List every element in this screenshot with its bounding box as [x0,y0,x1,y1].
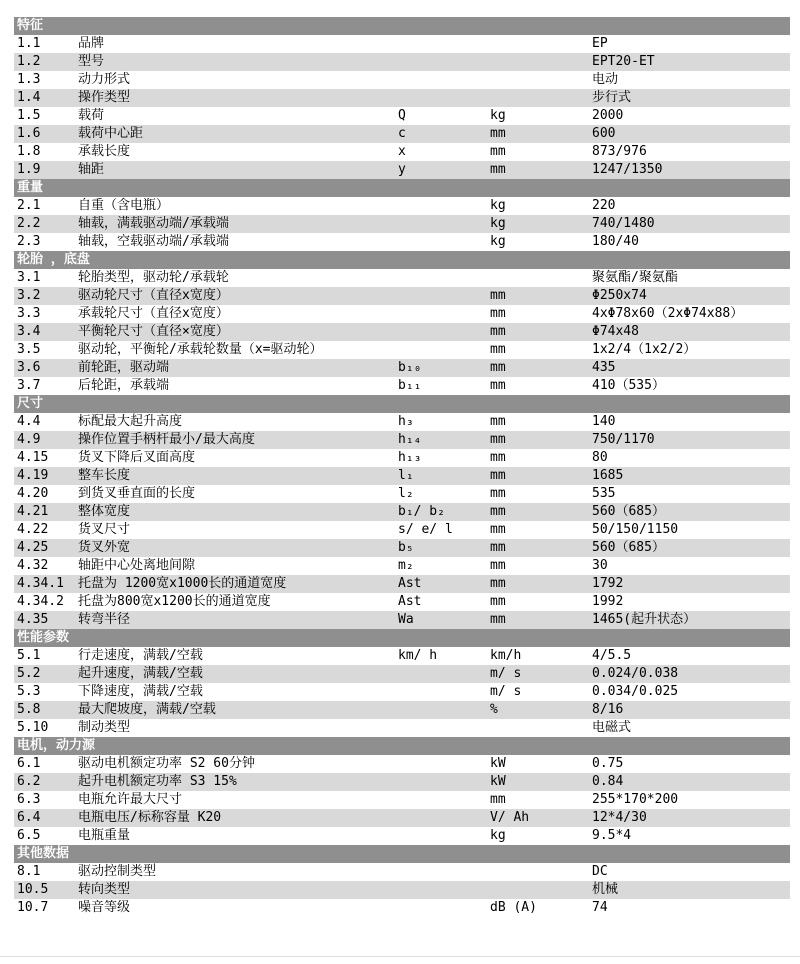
row-number: 1.8 [17,144,41,159]
row-unit: mm [490,486,506,501]
spec-row [14,611,790,629]
row-label: 驱动控制类型 [78,864,157,879]
row-symbol [398,233,490,251]
spec-row [14,215,790,233]
row-unit: m/ s [490,684,522,699]
row-value: 4xΦ78x60（2xΦ74x88） [592,306,744,321]
row-value: 220 [592,198,616,213]
row-unit: m/ s [490,666,522,681]
row-symbol: h₁₃ [398,450,422,465]
spec-row [14,377,790,395]
row-value: 0.024/0.038 [592,666,679,681]
row-unit: mm [490,450,506,465]
row-symbol: Ast [398,576,422,591]
row-unit [490,269,592,287]
row-number: 6.5 [17,828,41,843]
spec-row [14,557,790,575]
row-symbol [398,341,490,359]
row-number: 2.1 [17,198,41,213]
spec-row [14,485,790,503]
row-symbol: Ast [398,594,422,609]
row-symbol [398,197,490,215]
row-value: 0.034/0.025 [592,684,679,699]
row-unit: V/ Ah [490,810,530,825]
row-unit: kg [490,216,506,231]
row-symbol: Q [398,108,406,123]
row-number: 3.2 [17,288,41,303]
row-label: 转弯半径 [78,612,131,627]
row-number: 4.34.2 [17,594,64,609]
row-label: 货叉下降后叉面高度 [78,450,196,465]
spec-row [14,809,790,827]
row-number: 8.1 [17,864,41,879]
row-number: 3.7 [17,378,41,393]
row-label: 轴距中心处离地间隙 [78,558,196,573]
row-number: 1.2 [17,54,41,69]
row-unit: dB (A) [490,900,537,915]
row-label: 整车长度 [78,468,131,483]
row-number: 10.7 [17,900,49,915]
row-number: 6.3 [17,792,41,807]
row-number: 1.4 [17,90,41,105]
row-unit: kW [490,774,506,789]
row-symbol [398,269,490,287]
row-number: 1.5 [17,108,41,123]
row-symbol: c [398,126,406,141]
row-label: 驱动轮，平衡轮/承载轮数量（x=驱动轮） [78,342,323,357]
row-unit: mm [490,306,506,321]
row-value: 410（535） [592,378,665,393]
row-label: 承载长度 [78,144,131,159]
row-value: 1247/1350 [592,162,663,177]
row-unit: mm [490,792,506,807]
row-number: 4.15 [17,450,49,465]
row-value: 560（685） [592,504,665,519]
spec-row [14,35,790,53]
row-unit [490,35,592,53]
spec-row [14,683,790,701]
spec-row [14,287,790,305]
row-label: 平衡轮尺寸（直径×宽度） [78,324,229,339]
row-number: 5.3 [17,684,41,699]
row-symbol: b₁/ b₂ [398,504,445,519]
row-number: 10.5 [17,882,49,897]
row-symbol [398,665,490,683]
row-unit [490,863,592,881]
row-unit: % [490,702,498,717]
row-number: 4.25 [17,540,49,555]
row-unit: kg [490,198,506,213]
row-symbol [398,827,490,845]
spec-row [14,773,790,791]
row-number: 4.21 [17,504,49,519]
row-symbol [398,71,490,89]
row-unit: mm [490,576,506,591]
row-label: 承载轮尺寸（直径x宽度） [78,306,229,321]
row-symbol: m₂ [398,558,414,573]
row-number: 5.2 [17,666,41,681]
row-value: EPT20-ET [592,54,655,69]
spec-row [14,125,790,143]
row-label: 自重（含电瓶） [78,198,170,213]
row-value: 1x2/4（1x2/2） [592,342,697,357]
row-number: 4.34.1 [17,576,64,591]
row-unit [490,53,592,71]
row-value: 电磁式 [592,720,632,735]
row-symbol: l₁ [398,468,414,483]
row-unit: mm [490,378,506,393]
row-value: 180/40 [592,234,639,249]
spec-row [14,503,790,521]
row-unit: kg [490,108,506,123]
row-value: 80 [592,450,608,465]
spec-row [14,53,790,71]
spec-row [14,233,790,251]
row-value: 1792 [592,576,624,591]
spec-row [14,881,790,899]
row-symbol [398,53,490,71]
row-symbol: h₃ [398,414,414,429]
row-label: 操作位置手柄杆最小/最大高度 [78,432,255,447]
spec-row [14,755,790,773]
row-symbol [398,863,490,881]
row-unit: mm [490,540,506,555]
row-value: 255*170*200 [592,792,679,807]
row-value: 74 [592,900,608,915]
spec-row [14,539,790,557]
row-label: 噪音等级 [78,900,131,915]
row-number: 5.8 [17,702,41,717]
row-symbol [398,881,490,899]
row-symbol [398,809,490,827]
row-label: 前轮距，驱动端 [78,360,170,375]
row-symbol [398,719,490,737]
row-label: 后轮距，承载端 [78,378,170,393]
spec-row [14,665,790,683]
row-unit: kg [490,234,506,249]
spec-row [14,107,790,125]
row-value: 电动 [592,72,619,87]
row-number: 3.4 [17,324,41,339]
row-number: 4.9 [17,432,41,447]
spec-row [14,341,790,359]
row-symbol [398,755,490,773]
row-unit [490,719,592,737]
row-unit: mm [490,414,506,429]
row-number: 4.20 [17,486,49,501]
section-header: 性能参数 [14,629,790,647]
spec-row [14,269,790,287]
section-header: 轮胎 ，底盘 [14,251,790,269]
row-number: 3.6 [17,360,41,375]
row-value: 140 [592,414,616,429]
row-value: 600 [592,126,616,141]
spec-row [14,719,790,737]
row-symbol [398,35,490,53]
row-label: 电瓶重量 [78,828,131,843]
row-symbol [398,89,490,107]
row-value: EP [592,36,608,51]
section-header: 尺寸 [14,395,790,413]
bottom-divider [0,956,800,957]
row-unit: mm [490,144,506,159]
row-unit: mm [490,432,506,447]
row-unit: mm [490,126,506,141]
row-symbol: km/ h [398,648,438,663]
row-label: 货叉外宽 [78,540,131,555]
row-value: 9.5*4 [592,828,632,843]
row-symbol: x [398,144,406,159]
row-label: 起升电机额定功率 S3 15% [78,774,237,789]
row-value: 50/150/1150 [592,522,679,537]
row-label: 驱动轮尺寸（直径x宽度） [78,288,229,303]
section-header: 其他数据 [14,845,790,863]
row-number: 4.4 [17,414,41,429]
row-label: 整体宽度 [78,504,131,519]
row-value: Φ74x48 [592,324,639,339]
row-value: 535 [592,486,616,501]
spec-row [14,899,790,917]
row-symbol: b₁₁ [398,378,422,393]
row-symbol: y [398,162,406,177]
row-label: 到货叉垂直面的长度 [78,486,196,501]
row-number: 4.32 [17,558,49,573]
row-number: 4.35 [17,612,49,627]
row-value: 0.75 [592,756,624,771]
row-label: 转向类型 [78,882,131,897]
row-unit [490,71,592,89]
row-unit: mm [490,360,506,375]
row-number: 6.2 [17,774,41,789]
row-unit: km/h [490,648,522,663]
spec-row [14,827,790,845]
row-unit: mm [490,558,506,573]
spec-row [14,71,790,89]
row-value: 0.84 [592,774,624,789]
row-unit: mm [490,342,506,357]
row-label: 动力形式 [78,72,131,87]
row-symbol: l₂ [398,486,414,501]
row-label: 电瓶电压/标称容量 K20 [78,810,222,825]
row-unit: kW [490,756,506,771]
row-label: 标配最大起升高度 [78,414,183,429]
row-unit: mm [490,288,506,303]
spec-row [14,413,790,431]
row-number: 4.19 [17,468,49,483]
spec-row [14,143,790,161]
row-symbol [398,683,490,701]
row-value: Φ250x74 [592,288,647,303]
row-value: 步行式 [592,90,632,105]
row-symbol [398,287,490,305]
spec-row [14,593,790,611]
row-symbol: s/ e/ l [398,522,453,537]
section-header: 重量 [14,179,790,197]
row-label: 货叉尺寸 [78,522,131,537]
row-value: 30 [592,558,608,573]
row-value: 12*4/30 [592,810,647,825]
row-number: 5.10 [17,720,49,735]
row-label: 电瓶允许最大尺寸 [78,792,183,807]
row-symbol [398,791,490,809]
row-label: 轴距 [78,162,105,177]
row-value: DC [592,864,608,879]
row-unit: kg [490,828,506,843]
spec-row [14,431,790,449]
row-label: 操作类型 [78,90,131,105]
row-value: 聚氨酯/聚氨酯 [592,270,678,285]
row-label: 托盘为 1200宽x1000长的通道宽度 [78,576,287,591]
row-symbol: Wa [398,612,414,627]
row-number: 6.1 [17,756,41,771]
row-label: 轴载，空载驱动端/承载端 [78,234,229,249]
row-label: 轴载，满载驱动端/承载端 [78,216,229,231]
row-value: 560（685） [592,540,665,555]
row-unit [490,881,592,899]
row-symbol [398,773,490,791]
row-value: 4/5.5 [592,648,632,663]
row-label: 驱动电机额定功率 S2 60分钟 [78,756,255,771]
row-unit: mm [490,594,506,609]
spec-row [14,575,790,593]
row-value: 740/1480 [592,216,655,231]
row-number: 1.6 [17,126,41,141]
spec-table [14,17,790,917]
row-number: 5.1 [17,648,41,663]
row-unit: mm [490,522,506,537]
spec-row [14,449,790,467]
row-symbol [398,323,490,341]
row-symbol [398,701,490,719]
row-number: 1.1 [17,36,41,51]
spec-row [14,701,790,719]
spec-row [14,521,790,539]
row-label: 托盘为800宽x1200长的通道宽度 [78,594,271,609]
row-number: 3.5 [17,342,41,357]
row-value: 2000 [592,108,624,123]
row-label: 品牌 [78,36,105,51]
row-label: 最大爬坡度，满载/空载 [78,702,216,717]
row-label: 制动类型 [78,720,131,735]
row-unit: mm [490,504,506,519]
row-unit: mm [490,162,506,177]
section-header: 电机，动力源 [14,737,790,755]
row-value: 1465(起升状态） [592,612,697,627]
row-symbol: b₅ [398,540,414,555]
row-number: 6.4 [17,810,41,825]
row-label: 型号 [78,54,105,69]
row-number: 1.9 [17,162,41,177]
row-value: 873/976 [592,144,647,159]
row-unit: mm [490,612,506,627]
spec-row [14,89,790,107]
row-symbol [398,305,490,323]
row-number: 3.3 [17,306,41,321]
row-unit: mm [490,324,506,339]
spec-row [14,323,790,341]
row-value: 435 [592,360,616,375]
row-symbol: h₁₄ [398,432,422,447]
row-unit: mm [490,468,506,483]
spec-row [14,197,790,215]
row-value: 1685 [592,468,624,483]
row-label: 下降速度，满载/空载 [78,684,203,699]
row-label: 载荷 [78,108,105,123]
row-symbol [398,899,490,917]
row-number: 2.3 [17,234,41,249]
spec-row [14,863,790,881]
row-symbol: b₁₀ [398,360,422,375]
section-header: 特征 [14,17,790,35]
row-value: 750/1170 [592,432,655,447]
row-number: 2.2 [17,216,41,231]
row-label: 载荷中心距 [78,126,144,141]
row-value: 机械 [592,882,619,897]
row-number: 3.1 [17,270,41,285]
row-label: 起升速度，满载/空载 [78,666,203,681]
spec-row [14,647,790,665]
row-value: 1992 [592,594,624,609]
spec-row [14,161,790,179]
row-symbol [398,215,490,233]
row-number: 4.22 [17,522,49,537]
row-unit [490,89,592,107]
spec-row [14,305,790,323]
row-label: 轮胎类型，驱动轮/承载轮 [78,270,229,285]
row-number: 1.3 [17,72,41,87]
row-label: 行走速度，满载/空载 [78,648,203,663]
spec-row [14,359,790,377]
spec-row [14,467,790,485]
row-value: 8/16 [592,702,624,717]
spec-row [14,791,790,809]
